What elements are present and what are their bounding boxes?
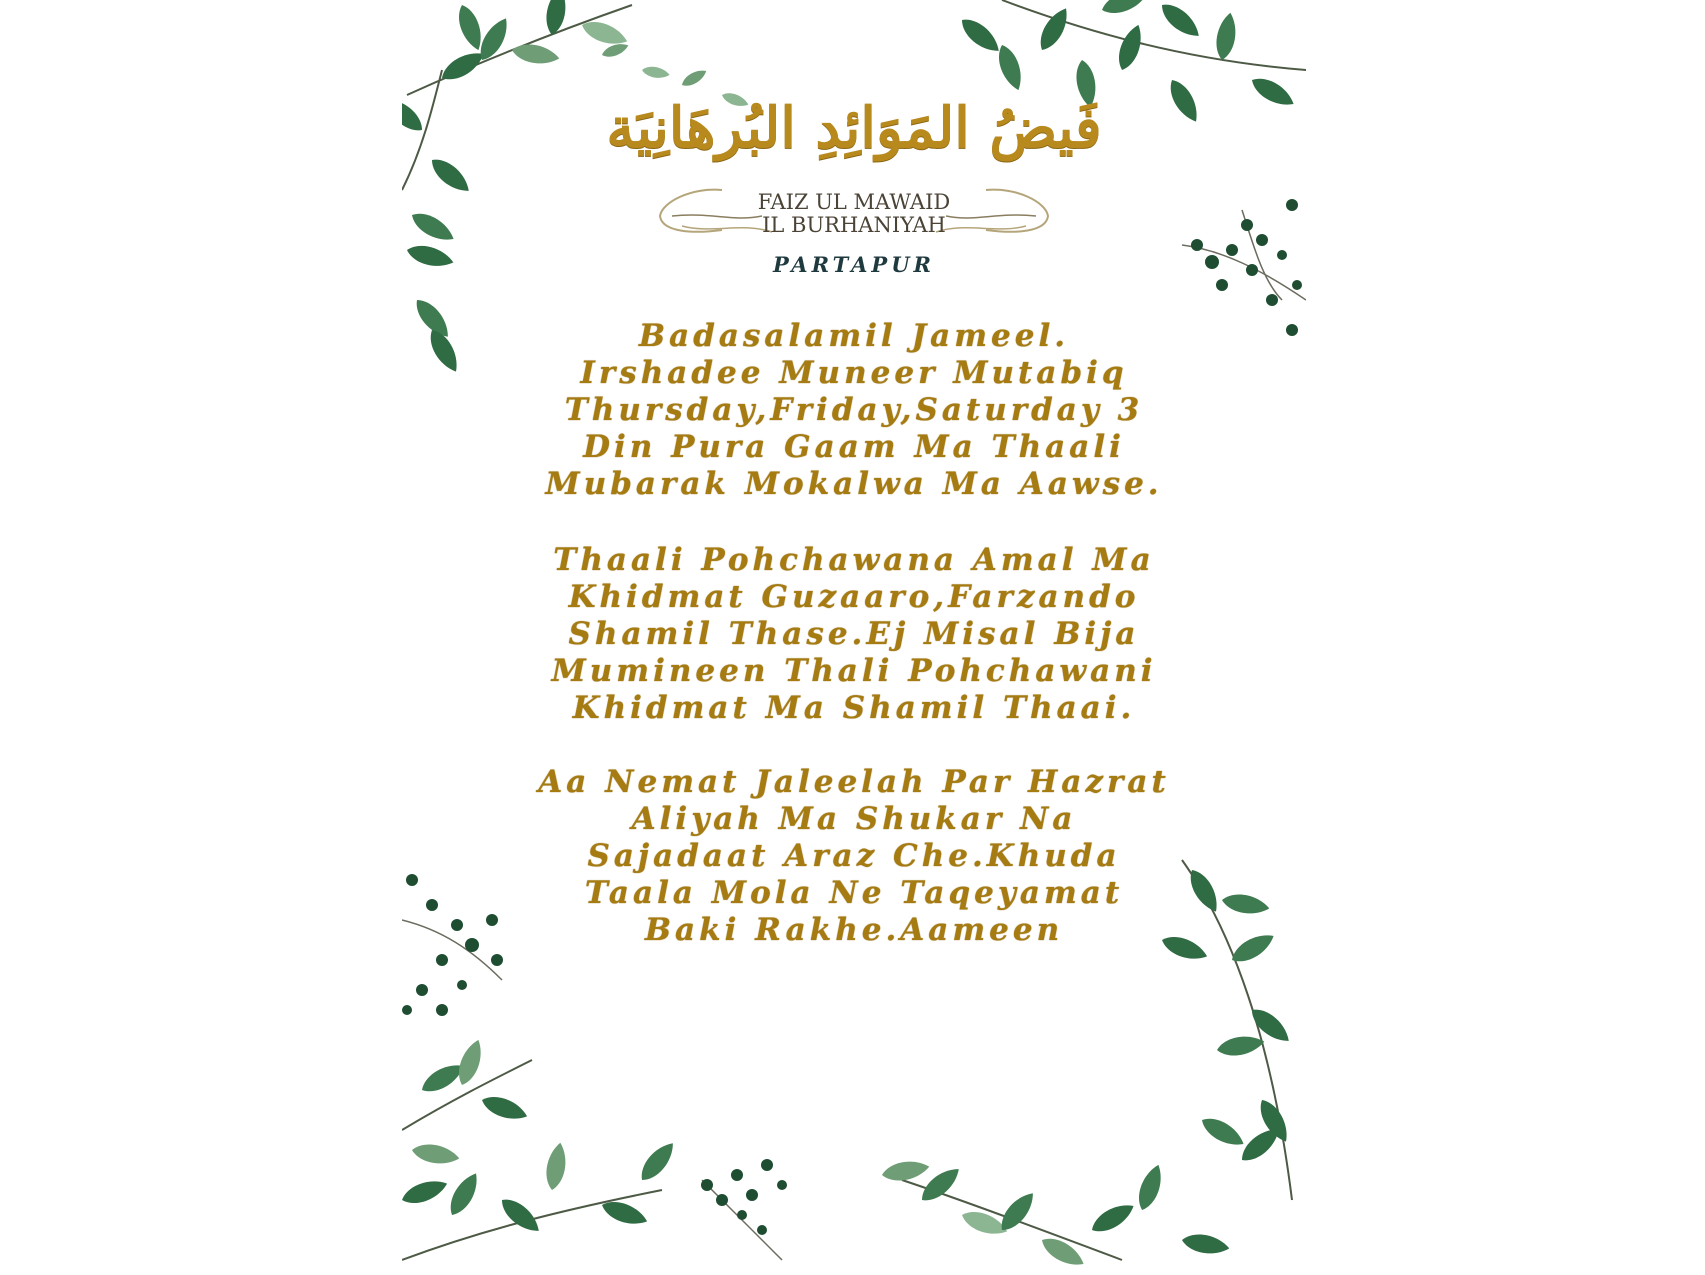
message-line: Aa Nemat Jaleelah Par Hazrat [538,764,1170,800]
message-paragraph-3 [442,764,1266,949]
logo-text-line1: FAIZ UL MAWAID [757,190,951,214]
message-line: Shamil Thase.Ej Misal Bija [568,616,1140,652]
leaf-branch-icon [402,1037,680,1260]
message-line: Thaali Pohchawana Amal Ma [553,542,1155,578]
message-line: Din Pura Gaam Ma Thaali [583,429,1125,465]
message-line: Badasalamil Jameel. [638,318,1070,354]
message-line: Khidmat Ma Shamil Thaai. [572,690,1136,726]
message-line: Mumineen Thali Pohchawani [551,653,1157,689]
message-line: Taala Mola Ne Taqeyamat [584,875,1124,911]
leaf-branch-icon [880,1158,1230,1272]
berry-sprig-icon [701,1159,787,1260]
message-line: Irshadee Muneer Mutabiq [580,355,1128,391]
message-line: Khidmat Guzaaro,Farzando [568,579,1140,615]
message-line: Baki Rakhe.Aameen [644,912,1064,948]
message-line: Aliyah Ma Shukar Na [631,801,1077,837]
message-line: Sajadaat Araz Che.Khuda [587,838,1121,874]
invitation-card [402,0,1306,1275]
message-line: Thursday,Friday,Saturday 3 [564,392,1144,428]
message-line: Mubarak Mokalwa Ma Aawse. [545,466,1163,502]
logo-arabic-calligraphy: فَيضُ المَوَائِدِ البُرهَانِيَة [606,95,1102,161]
message-paragraph-2 [442,542,1266,727]
location-title: PARTAPUR [773,252,935,277]
logo-text-line2: IL BURHANIYAH [762,213,946,237]
message-paragraph-1 [442,318,1266,503]
